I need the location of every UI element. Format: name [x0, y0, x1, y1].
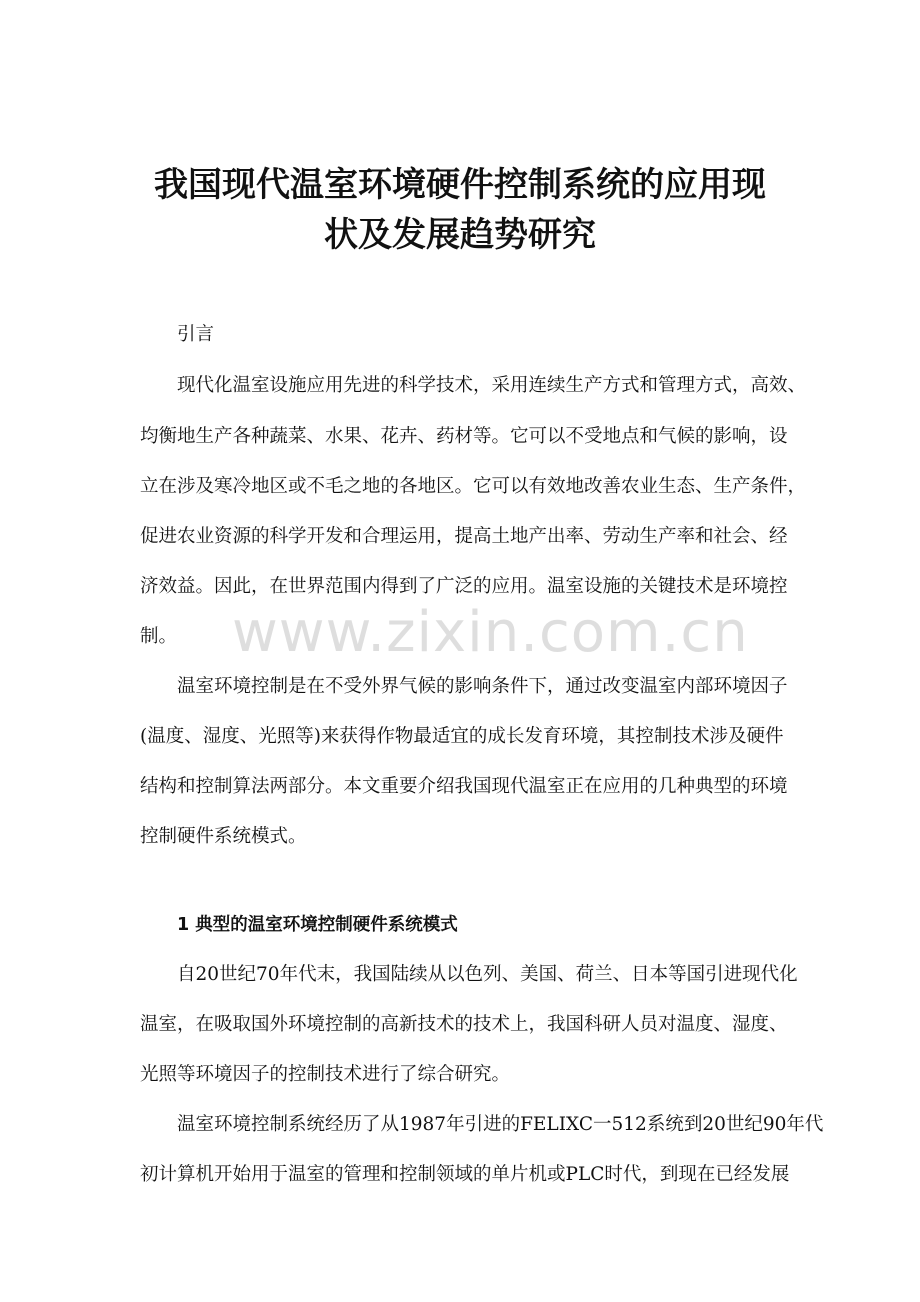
section-heading: 1 典型的温室环境控制硬件系统模式 — [177, 915, 458, 935]
paragraph-line: 自20世纪70年代末，我国陆续从以色列、美国、荷兰、日本等国引进现代化 — [177, 964, 798, 985]
paragraph-line: 温室环境控制系统经历了从1987年引进的FELIXC一512系统到20世纪90年代 — [177, 1114, 824, 1135]
title-line-1: 我国现代温室环境硬件控制系统的应用现 — [154, 165, 766, 205]
paragraph-line: 制。 — [140, 626, 178, 647]
paragraph-line: 温室环境控制是在不受外界气候的影响条件下，通过改变温室内部环境因子 — [177, 676, 788, 697]
paragraph-line: 初计算机开始用于温室的管理和控制领域的单片机或PLC时代，到现在已经发展 — [140, 1164, 790, 1185]
paragraph-line: (温度、湿度、光照等)来获得作物最适宜的成长发育环境，其控制技术涉及硬件 — [140, 726, 784, 747]
paragraph-line: 结构和控制算法两部分。本文重要介绍我国现代温室正在应用的几种典型的环境 — [140, 776, 788, 797]
document-title — [80, 160, 840, 260]
paragraph-line: 立在涉及寒冷地区或不毛之地的各地区。它可以有效地改善农业生态、生产条件， — [140, 476, 807, 497]
watermark: www.zixin.com.cn — [232, 600, 749, 665]
title-line-2: 状及发展趋势研究 — [324, 215, 596, 255]
paragraph-line: 济效益。因此，在世界范围内得到了广泛的应用。温室设施的关键技术是环境控 — [140, 576, 788, 597]
paragraph-line: 现代化温室设施应用先进的科学技术，采用连续生产方式和管理方式，高效、 — [177, 375, 807, 396]
paragraph-line: 均衡地生产各种蔬菜、水果、花卉、药材等。它可以不受地点和气候的影响，设 — [140, 426, 788, 447]
paragraph-line: 温室，在吸取国外环境控制的高新技术的技术上，我国科研人员对温度、湿度、 — [140, 1014, 788, 1035]
intro-heading: 引言 — [177, 324, 215, 345]
paragraph-line: 控制硬件系统模式。 — [140, 826, 307, 847]
paragraph-line: 光照等环境因子的控制技术进行了综合研究。 — [140, 1064, 511, 1085]
paragraph-line: 促进农业资源的科学开发和合理运用，提高土地产出率、劳动生产率和社会、经 — [140, 526, 788, 547]
